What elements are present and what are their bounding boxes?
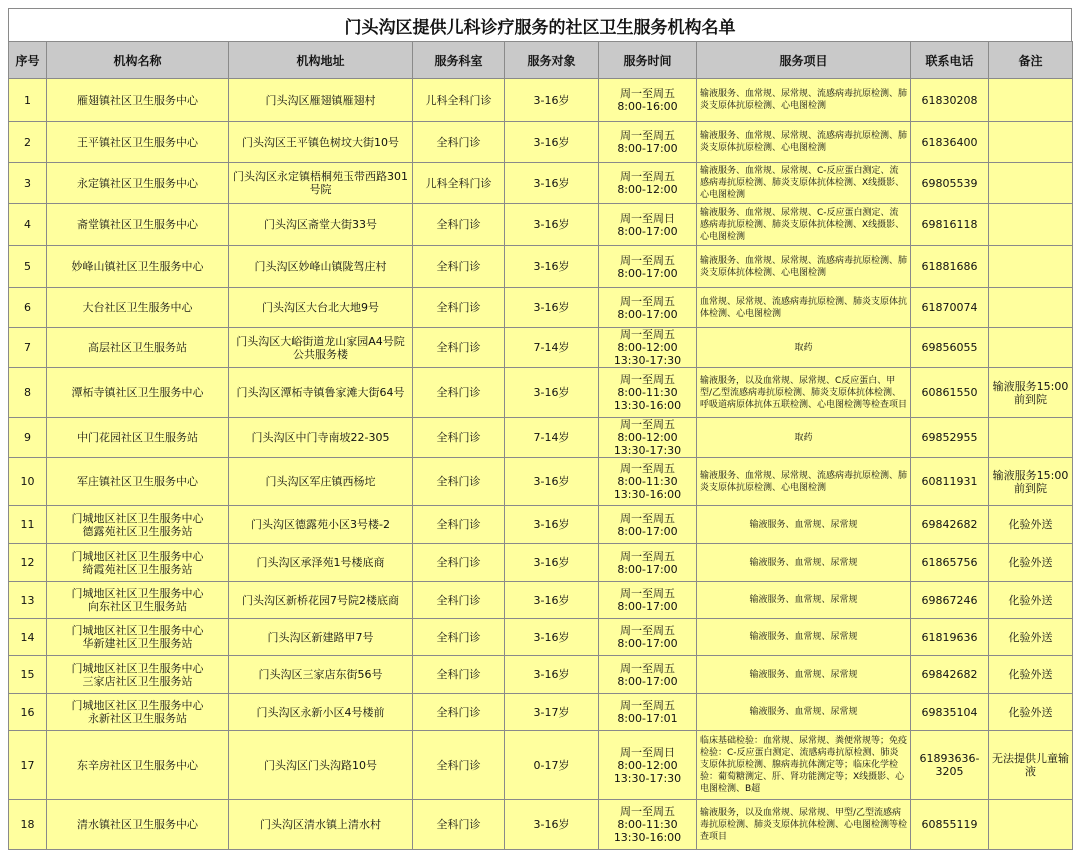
institution-address: 门头沟区永新小区4号楼前 (229, 694, 413, 731)
institution-name: 门城地区社区卫生服务中心 向东社区卫生服务站 (47, 582, 229, 619)
row-number: 8 (9, 368, 47, 418)
contact-phone: 69852955 (911, 418, 989, 458)
service-time: 周一至周五 8:00-11:30 13:30-16:00 (599, 458, 697, 506)
service-items: 输液服务、血常规、尿常规 (697, 544, 911, 582)
institution-address: 门头沟区大峪街道龙山家园A4号院公共服务楼 (229, 328, 413, 368)
table-row (9, 79, 1073, 122)
contact-phone: 69867246 (911, 582, 989, 619)
table-row (9, 288, 1073, 328)
institution-address: 门头沟区军庄镇西杨坨 (229, 458, 413, 506)
row-number: 18 (9, 800, 47, 850)
institution-address: 门头沟区大台北大地9号 (229, 288, 413, 328)
institution-name: 中门花园社区卫生服务站 (47, 418, 229, 458)
row-number: 4 (9, 204, 47, 246)
table-row (9, 506, 1073, 544)
institution-address: 门头沟区雁翅镇雁翅村 (229, 79, 413, 122)
service-items: 输液服务，以及血常规、尿常规、甲型/乙型流感病毒抗原检测、肺炎支原体抗体检测、心电图检测等检查项目 (697, 800, 911, 850)
remark: 化验外送 (989, 582, 1073, 619)
table-row (9, 582, 1073, 619)
row-number: 15 (9, 656, 47, 694)
remark (989, 204, 1073, 246)
service-department: 全科门诊 (413, 506, 505, 544)
institution-name: 清水镇社区卫生服务中心 (47, 800, 229, 850)
service-time: 周一至周五 8:00-17:00 (599, 582, 697, 619)
service-target: 3-16岁 (505, 800, 599, 850)
remark (989, 328, 1073, 368)
service-items: 输液服务、血常规、尿常规 (697, 694, 911, 731)
row-number: 7 (9, 328, 47, 368)
service-time: 周一至周五 8:00-11:30 13:30-16:00 (599, 800, 697, 850)
remark (989, 163, 1073, 204)
remark: 无法提供儿童输液 (989, 731, 1073, 800)
table-row (9, 694, 1073, 731)
table-row (9, 368, 1073, 418)
service-time: 周一至周五 8:00-17:00 (599, 122, 697, 163)
service-department: 儿科全科门诊 (413, 79, 505, 122)
table-row (9, 656, 1073, 694)
service-time: 周一至周五 8:00-17:01 (599, 694, 697, 731)
service-items: 取药 (697, 328, 911, 368)
service-time: 周一至周五 8:00-11:30 13:30-16:00 (599, 368, 697, 418)
service-time: 周一至周五 8:00-17:00 (599, 619, 697, 656)
service-target: 3-16岁 (505, 163, 599, 204)
contact-phone: 61819636 (911, 619, 989, 656)
service-items: 输液服务、血常规、尿常规、流感病毒抗原检测、肺炎支原体抗原检测、心电图检测 (697, 79, 911, 122)
table-row (9, 731, 1073, 800)
service-department: 全科门诊 (413, 582, 505, 619)
row-number: 13 (9, 582, 47, 619)
institution-name: 斋堂镇社区卫生服务中心 (47, 204, 229, 246)
service-department: 全科门诊 (413, 458, 505, 506)
clinic-table (8, 41, 1073, 850)
header-note: 备注 (989, 42, 1073, 79)
service-department: 全科门诊 (413, 122, 505, 163)
header-services: 服务项目 (697, 42, 911, 79)
contact-phone: 69842682 (911, 656, 989, 694)
header-name: 机构名称 (47, 42, 229, 79)
service-department: 全科门诊 (413, 694, 505, 731)
remark: 化验外送 (989, 656, 1073, 694)
remark: 输液服务15:00前到院 (989, 458, 1073, 506)
contact-phone: 60855119 (911, 800, 989, 850)
service-target: 3-17岁 (505, 694, 599, 731)
service-department: 全科门诊 (413, 204, 505, 246)
institution-address: 门头沟区妙峰山镇陇驾庄村 (229, 246, 413, 288)
service-time: 周一至周五 8:00-12:00 (599, 163, 697, 204)
institution-address: 门头沟区王平镇色树坟大街10号 (229, 122, 413, 163)
service-time: 周一至周日 8:00-17:00 (599, 204, 697, 246)
remark: 化验外送 (989, 619, 1073, 656)
institution-name: 大台社区卫生服务中心 (47, 288, 229, 328)
remark: 化验外送 (989, 544, 1073, 582)
remark: 化验外送 (989, 506, 1073, 544)
institution-name: 军庄镇社区卫生服务中心 (47, 458, 229, 506)
service-items: 输液服务、血常规、尿常规 (697, 656, 911, 694)
service-items: 取药 (697, 418, 911, 458)
service-items: 临床基础检验：血常规、尿常规、粪便常规等；免疫检验：C-反应蛋白测定、流感病毒抗原检测、肺炎支原体抗原检测、腺病毒抗体测定等；临床化学检验：葡萄糖测定、肝、肾功能测定等；X线摄影、心电图检测、B超 (697, 731, 911, 800)
service-time: 周一至周五 8:00-17:00 (599, 288, 697, 328)
remark (989, 418, 1073, 458)
service-department: 全科门诊 (413, 544, 505, 582)
service-items: 输液服务、血常规、尿常规、C-反应蛋白测定、流感病毒抗原检测、肺炎支原体抗体检测、X线摄影、心电图检测 (697, 204, 911, 246)
row-number: 1 (9, 79, 47, 122)
institution-name: 高层社区卫生服务站 (47, 328, 229, 368)
service-items: 输液服务、血常规、尿常规 (697, 619, 911, 656)
contact-phone: 61881686 (911, 246, 989, 288)
service-target: 3-16岁 (505, 122, 599, 163)
row-number: 5 (9, 246, 47, 288)
remark: 输液服务15:00前到院 (989, 368, 1073, 418)
service-items: 输液服务、血常规、尿常规、流感病毒抗原检测、肺炎支原体抗原检测、心电图检测 (697, 122, 911, 163)
institution-name: 雁翅镇社区卫生服务中心 (47, 79, 229, 122)
header-time: 服务时间 (599, 42, 697, 79)
header-target: 服务对象 (505, 42, 599, 79)
service-target: 3-16岁 (505, 582, 599, 619)
row-number: 3 (9, 163, 47, 204)
institution-name: 门城地区社区卫生服务中心 永新社区卫生服务站 (47, 694, 229, 731)
header-phone: 联系电话 (911, 42, 989, 79)
institution-name: 王平镇社区卫生服务中心 (47, 122, 229, 163)
contact-phone: 69842682 (911, 506, 989, 544)
row-number: 16 (9, 694, 47, 731)
contact-phone: 60811931 (911, 458, 989, 506)
service-time: 周一至周五 8:00-17:00 (599, 656, 697, 694)
contact-phone: 61836400 (911, 122, 989, 163)
service-time: 周一至周五 8:00-17:00 (599, 246, 697, 288)
service-time: 周一至周五 8:00-16:00 (599, 79, 697, 122)
institution-name: 门城地区社区卫生服务中心 华新建社区卫生服务站 (47, 619, 229, 656)
institution-address: 门头沟区中门寺南坡22-305 (229, 418, 413, 458)
row-number: 12 (9, 544, 47, 582)
remark (989, 288, 1073, 328)
service-time: 周一至周五 8:00-12:00 13:30-17:30 (599, 418, 697, 458)
institution-name: 门城地区社区卫生服务中心 绮霞苑社区卫生服务站 (47, 544, 229, 582)
table-row (9, 122, 1073, 163)
table-row (9, 163, 1073, 204)
institution-address: 门头沟区德露苑小区3号楼-2 (229, 506, 413, 544)
service-department: 全科门诊 (413, 328, 505, 368)
table-body (9, 79, 1073, 850)
service-target: 3-16岁 (505, 79, 599, 122)
remark (989, 79, 1073, 122)
institution-address: 门头沟区承泽苑1号楼底商 (229, 544, 413, 582)
remark (989, 122, 1073, 163)
row-number: 6 (9, 288, 47, 328)
service-target: 3-16岁 (505, 288, 599, 328)
contact-phone: 61865756 (911, 544, 989, 582)
header-dept: 服务科室 (413, 42, 505, 79)
service-items: 输液服务、血常规、尿常规、C-反应蛋白测定、流感病毒抗原检测、肺炎支原体抗体检测、X线摄影、心电图检测 (697, 163, 911, 204)
institution-address: 门头沟区清水镇上清水村 (229, 800, 413, 850)
table-row (9, 800, 1073, 850)
table-row (9, 328, 1073, 368)
row-number: 9 (9, 418, 47, 458)
service-items: 输液服务、血常规、尿常规、流感病毒抗原检测、肺炎支原体抗体检测、心电图检测 (697, 246, 911, 288)
service-target: 3-16岁 (505, 544, 599, 582)
service-target: 3-16岁 (505, 368, 599, 418)
service-target: 3-16岁 (505, 246, 599, 288)
table-row (9, 418, 1073, 458)
service-target: 7-14岁 (505, 328, 599, 368)
service-department: 全科门诊 (413, 288, 505, 328)
institution-address: 门头沟区门头沟路10号 (229, 731, 413, 800)
contact-phone: 60861550 (911, 368, 989, 418)
service-items: 输液服务，以及血常规、尿常规、C反应蛋白、甲型/乙型流感病毒抗原检测、肺炎支原体抗体检测、呼吸道病原体抗体五联检测、心电图检测等检查项目 (697, 368, 911, 418)
service-department: 全科门诊 (413, 368, 505, 418)
table-row (9, 458, 1073, 506)
institution-address: 门头沟区新桥花园7号院2楼底商 (229, 582, 413, 619)
contact-phone: 61830208 (911, 79, 989, 122)
institution-address: 门头沟区新建路甲7号 (229, 619, 413, 656)
service-department: 全科门诊 (413, 246, 505, 288)
institution-name: 东辛房社区卫生服务中心 (47, 731, 229, 800)
institution-name: 门城地区社区卫生服务中心 德露苑社区卫生服务站 (47, 506, 229, 544)
header-address: 机构地址 (229, 42, 413, 79)
service-target: 3-16岁 (505, 506, 599, 544)
institution-address: 门头沟区永定镇梧桐苑玉带西路301号院 (229, 163, 413, 204)
service-department: 全科门诊 (413, 731, 505, 800)
service-target: 0-17岁 (505, 731, 599, 800)
service-target: 3-16岁 (505, 656, 599, 694)
table-row (9, 204, 1073, 246)
service-items: 输液服务、血常规、尿常规、流感病毒抗原检测、肺炎支原体抗原检测、心电图检测 (697, 458, 911, 506)
row-number: 10 (9, 458, 47, 506)
service-target: 3-16岁 (505, 458, 599, 506)
service-items: 输液服务、血常规、尿常规 (697, 582, 911, 619)
service-department: 全科门诊 (413, 418, 505, 458)
remark (989, 246, 1073, 288)
institution-address: 门头沟区三家店东街56号 (229, 656, 413, 694)
service-time: 周一至周五 8:00-17:00 (599, 506, 697, 544)
service-department: 全科门诊 (413, 619, 505, 656)
service-target: 7-14岁 (505, 418, 599, 458)
row-number: 14 (9, 619, 47, 656)
contact-phone: 69805539 (911, 163, 989, 204)
row-number: 2 (9, 122, 47, 163)
table-row (9, 544, 1073, 582)
service-target: 3-16岁 (505, 619, 599, 656)
institution-name: 潭柘寺镇社区卫生服务中心 (47, 368, 229, 418)
remark (989, 800, 1073, 850)
header-row (9, 42, 1073, 79)
header-no: 序号 (9, 42, 47, 79)
service-department: 全科门诊 (413, 656, 505, 694)
service-items: 输液服务、血常规、尿常规 (697, 506, 911, 544)
table-row (9, 619, 1073, 656)
institution-address: 门头沟区潭柘寺镇鲁家滩大街64号 (229, 368, 413, 418)
service-department: 儿科全科门诊 (413, 163, 505, 204)
contact-phone: 69856055 (911, 328, 989, 368)
document-title: 门头沟区提供儿科诊疗服务的社区卫生服务机构名单 (8, 8, 1072, 41)
institution-address: 门头沟区斋堂大街33号 (229, 204, 413, 246)
row-number: 11 (9, 506, 47, 544)
row-number: 17 (9, 731, 47, 800)
document-sheet (8, 8, 1072, 850)
institution-name: 门城地区社区卫生服务中心 三家店社区卫生服务站 (47, 656, 229, 694)
service-time: 周一至周日 8:00-12:00 13:30-17:30 (599, 731, 697, 800)
service-department: 全科门诊 (413, 800, 505, 850)
table-row (9, 246, 1073, 288)
contact-phone: 61893636-3205 (911, 731, 989, 800)
service-items: 血常规、尿常规、流感病毒抗原检测、肺炎支原体抗体检测、心电图检测 (697, 288, 911, 328)
contact-phone: 61870074 (911, 288, 989, 328)
contact-phone: 69835104 (911, 694, 989, 731)
service-target: 3-16岁 (505, 204, 599, 246)
service-time: 周一至周五 8:00-17:00 (599, 544, 697, 582)
contact-phone: 69816118 (911, 204, 989, 246)
remark: 化验外送 (989, 694, 1073, 731)
institution-name: 妙峰山镇社区卫生服务中心 (47, 246, 229, 288)
institution-name: 永定镇社区卫生服务中心 (47, 163, 229, 204)
service-time: 周一至周五 8:00-12:00 13:30-17:30 (599, 328, 697, 368)
